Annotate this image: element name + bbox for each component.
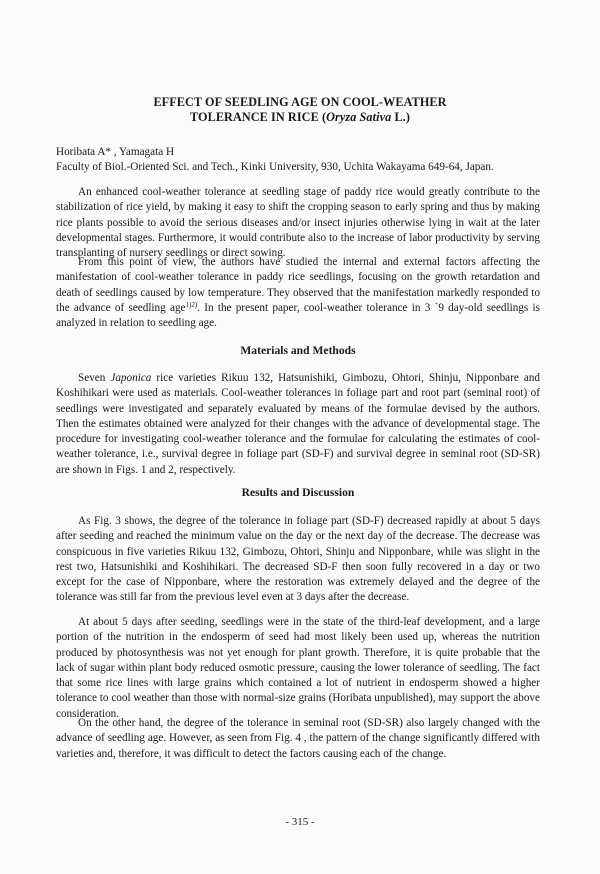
materials-heading: Materials and Methods [240,344,356,357]
title-line-2-suffix: L.) [391,110,410,124]
page-number: - 315 - [285,816,315,828]
results-paragraph-2: At about 5 days after seeding, seedlings were in the state of the third-leaf development, and a large portion of the nutrition in the endosperm of seed had most likely been used up, whereas the nutrition produced by photosynthesis was not yet enough for plant growth. Therefore, it is quite probable that the lack of sugar within plant body reduced osmotic pressure, causing the lower tolerance of seedling. The fact that some rice lines with large grains which contained a lot of nutrient in endosperm showed a higher tolerance to cool weather than those with normal-size grains (Horibata unpublished), may support the above consideration. [56,616,540,720]
paper-title [40,95,560,125]
affiliation: Faculty of Biol.-Oriented Sci. and Tech., Kinki University, 930, Uchita Wakayama 649-64, Japan. [56,161,494,173]
results-heading: Results and Discussion [241,486,355,499]
japonica-term: Japonica [110,372,152,384]
results-paragraph-3: On the other hand, the degree of the tolerance in seminal root (SD-SR) also largely changed with the advance of seedling age. However, as seen from Fig. 4 , the pattern of the change significantly differed with varieties and, therefore, it was difficult to detect the factors causing each of the change. [56,717,540,760]
authors: Horibata A* , Yamagata H [56,146,175,158]
title-line-1: EFFECT OF SEEDLING AGE ON COOL-WEATHER [153,95,447,109]
intro-paragraph-2 [56,255,540,331]
materials-paragraph [56,371,540,478]
results-paragraph-1: As Fig. 3 shows, the degree of the tolerance in foliage part (SD-F) decreased rapidly at about 5 days after seeding and reached the minimum value on the day or the next day of the decrease. The decrease was conspicuous in five varieties Rikuu 132, Gimbozu, Ohtori, Shinju and Nipponbare, while was slight in the rest two, Hatsunishiki and Koshihikari. The decreased SD-F then soon fully recovered in a day or two except for the case of Nipponbare, where the restoration was extremely delayed and the degree of the tolerance was still far from the previous level even at 3 days after the decrease. [56,515,540,604]
intro-p2-text: From this point of view, the authors have studied the internal and external factors affecting the manifestation of cool-weather tolerance in paddy rice seedlings, focusing on the growth retardation and death of seedlings caused by low temperature. They observed that the manifestation markedly responded to the advance of seedling age [56,256,540,314]
materials-p1-start: Seven [78,372,111,384]
materials-p1-rest: rice varieties Rikuu 132, Hatsunishiki, Gimbozu, Ohtori, Shinju, Nipponbare and Koshihikari were used as materials. Cool-weather tolerances in foliage part and root part (seminal root) of seedlings were investigated and separately evaluated by means of the formulae devised by the authors. Then the estimates obtained were analyzed for their changes with the advance of developmental stage. The procedure for investigating cool-weather tolerance and the formulae for calculating the estimates of cool-weather tolerance, i.e., survival degree in foliage part (SD-F) and survival degree in seminal root (SD-SR) are shown in Figs. 1 and 2, respectively. [56,372,540,476]
species-name: Oryza Sativa [326,110,392,124]
title-line-2-prefix: TOLERANCE IN RICE ( [190,110,327,124]
citation-superscript: 1)2) [185,300,198,309]
title-line-2 [40,110,560,125]
intro-p2-tail: . In the present paper, cool-weather tolerance in 3 `9 day-old seedlings is analyzed in relation to seedling age. [56,301,540,330]
intro-paragraph-1: An enhanced cool-weather tolerance at seedling stage of paddy rice would greatly contribute to the stabilization of rice yield, by making it easy to shift the cropping season to early spring and thus by making rice plants possible to avoid the serious diseases and/or insect injuries otherwise lying in wait at the later developmental stages. Furthermore, it would contribute also to the increase of labor productivity by serving transplanting of nursery seedlings or direct sowing. [56,186,540,260]
